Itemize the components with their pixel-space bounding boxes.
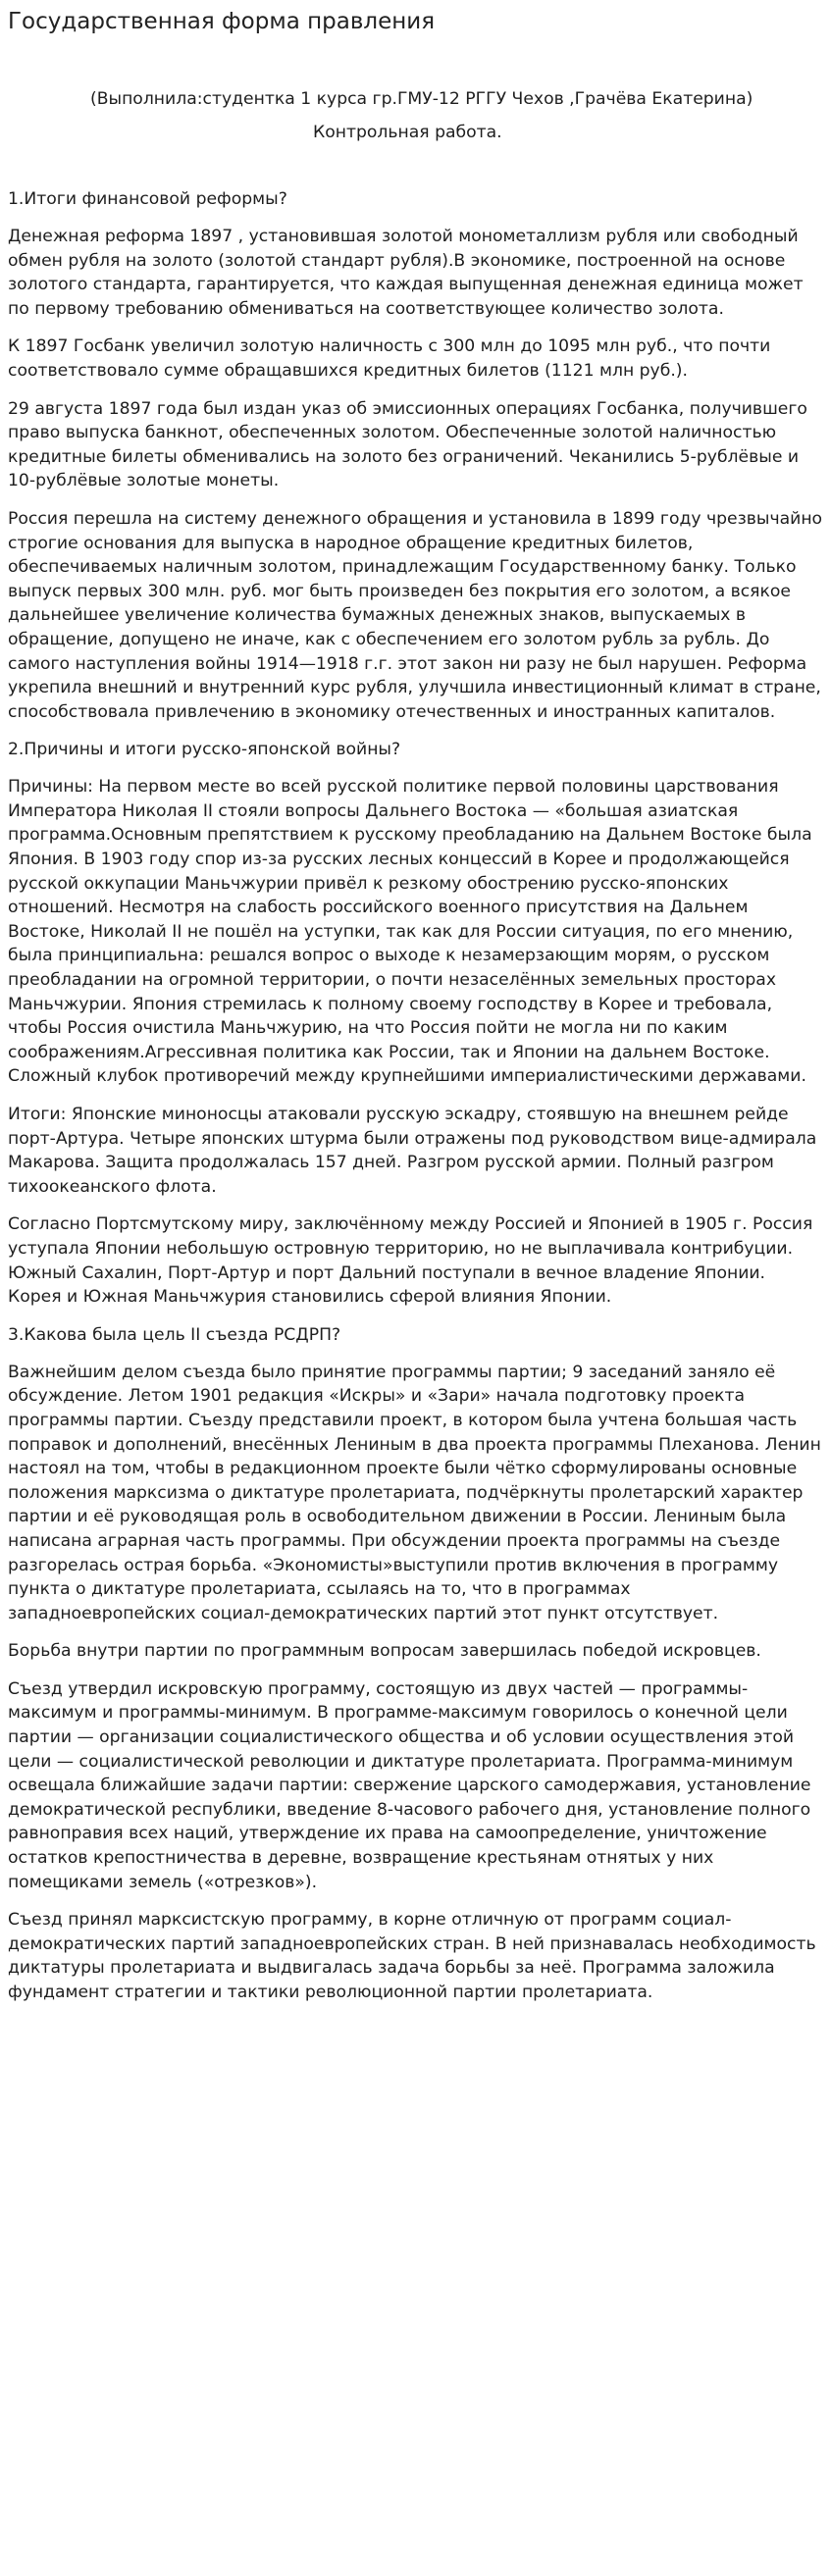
paragraph: Борьба внутри партии по программным вопросам завершилась победой искровцев. (8, 1641, 761, 1662)
section-financial-reform (8, 187, 823, 724)
page-title: Государственная форма правления (8, 9, 436, 34)
paragraph: Россия перешла на систему денежного обращения и установила в 1899 году чрезвычайно строгие основания для выпуска в народное обращение кредитных билетов, обеспечиваемых наличным золотом, принадлежащим Государственному банку. Только выпуск первых 300 млн. руб. мог быть произведен без покрытия его золотом, а всякое дальнейшее увеличение количества бумажных денежных знаков, выпускаемых в обращение, допущено не иначе, как с обеспечением его золотом рубль за рубль. До самого наступления войны 1914—1918 г.г. этот закон ни разу не был нарушен. Реформа укрепила внешний и внутренний курс рубля, улучшила инвестиционный климат в стране, способствовала привлечению в экономику отечественных и иностранных капиталов. (8, 508, 823, 722)
paragraph: Съезд принял марксистскую программу, в корне отличную от программ социал-демократических партий западноевропейских стран. В ней признавалась необходимость диктатуры пролетариата и выдвигалась задача борьбы за неё. Программа заложила фундамент стратегии и тактики революционной партии пролетариата. (8, 1910, 816, 2002)
section-heading: 1.Итоги финансовой реформы? (8, 189, 287, 209)
paragraph: Денежная реформа 1897 , установившая золотой монометаллизм рубля или свободный обмен рубля на золото (золотой стандарт рубля).В экономике, построенной на основе золотого стандарта, гарантируется, что каждая выпущенная денежная единица может по первому требованию обмениваться на соответствующее количество золота. (8, 227, 804, 319)
section-rsdlp-congress (8, 1323, 823, 2005)
paragraph: Причины: На первом месте во всей русской политике первой половины царствования Императора Николая II стояли вопросы Дальнего Востока — «большая азиатская программа.Основным препятствием к русскому преобладанию на Дальнем Востоке была Япония. В 1903 году спор из-за русских лесных концессий в Корее и продолжающейся русской оккупации Маньчжурии привёл к резкому обострению русско-японских отношений. Несмотря на слабость российского военного присутствия на Дальнем Востоке, Николай II не пошёл на уступки, так как для России ситуация, по его мнению, была принципиальна: решался вопрос о выходе к незамерзающим морям, о русском преобладании на огромной территории, о почти незаселённых земельных просторах Маньчжурии. Япония стремилась к полному своему господству в Корее и требовала, чтобы Россия очистила Маньчжурию, на что Россия пойти не могла ни по каким соображениям.Агрессивная политика как России, так и Японии на дальнем Востоке. Сложный клубок противоречий между крупнейшими империалистическими державами. (8, 777, 812, 1087)
paragraph: Важнейшим делом съезда было принятие программы партии; 9 заседаний заняло её обсуждение. Летом 1901 редакция «Искры» и «Зари» начала подготовку проекта программы партии. Съезду представили проект, в котором была учтена большая часть поправок и дополнений, внесённых Лениным в два проекта программы Плеханова. Ленин настоял на том, чтобы в редакционном проекте были чётко сформулированы основные положения марксизма о диктатуре пролетариата, подчёркнуты пролетарский характер партии и её руководящая роль в освободительном движении в России. Лениным была написана аграрная часть программы. При обсуждении проекта программы на съезде разгорелась острая борьба. «Экономисты»выступили против включения в программу пункта о диктатуре пролетариата, ссылаясь на то, что в программах западноевропейских социал-демократических партий этот пункт отсутствует. (8, 1362, 821, 1623)
section-heading: 3.Какова была цель II съезда РСДРП? (8, 1324, 341, 1345)
work-title: Контрольная работа. (313, 123, 502, 142)
paragraph: Согласно Портсмутскому миру, заключённому между Россией и Японией в 1905 г. Россия уступала Японии небольшую островную территорию, но не выплачивала контрибуции. Южный Сахалин, Порт-Артур и порт Дальний поступали в вечное владение Японии. Корея и Южная Маньчжурия становились сферой влияния Японии. (8, 1214, 813, 1308)
paragraph: Съезд утвердил искровскую программу, состоящую из двух частей — программы-максимум и программы-минимум. В программе-максимум говорилось о конечной цели партии — организации социалистического общества и об условии осуществления этой цели — социалистической революции и диктатуре пролетариата. Программа-минимум освещала ближайшие задачи партии: свержение царского самодержавия, установление демократической республики, введение 8-часового рабочего дня, установление полного равноправия всех наций, утверждение их права на самоопределение, уничтожение остатков крепостничества в деревне, возвращение крестьянам отнятых у них помещиками земель («отрезков»). (8, 1678, 811, 1892)
paragraph: Итоги: Японские миноносцы атаковали русскую эскадру, стоявшую на внешнем рейде порт-Артура. Четыре японских штурма были отражены под руководством вице-адмирала Макарова. Защита продолжалась 157 дней. Разгром русской армии. Полный разгром тихоокеанского флота. (8, 1105, 817, 1197)
document-body (8, 187, 823, 2005)
section-heading: 2.Причины и итоги русско-японской войны? (8, 740, 401, 760)
paragraph: 29 августа 1897 года был издан указ об эмиссионных операциях Госбанка, получившего право выпуска банкнот, обеспеченных золотом. Обеспеченные золотой наличностью кредитные билеты обменивались на золото без ограничений. Чеканились 5-рублёвые и 10-рублёвые золотые монеты. (8, 398, 807, 491)
paragraph: К 1897 Госбанк увеличил золотую наличность с 300 млн до 1095 млн руб., что почти соответствовало сумме обращавшихся кредитных билетов (1121 млн руб.). (8, 336, 771, 381)
author-line: (Выполнила:студентка 1 курса гр.ГМУ-12 РГГУ Чехов ,Грачёва Екатерина) (90, 89, 753, 109)
section-russo-japanese-war (8, 738, 823, 1309)
